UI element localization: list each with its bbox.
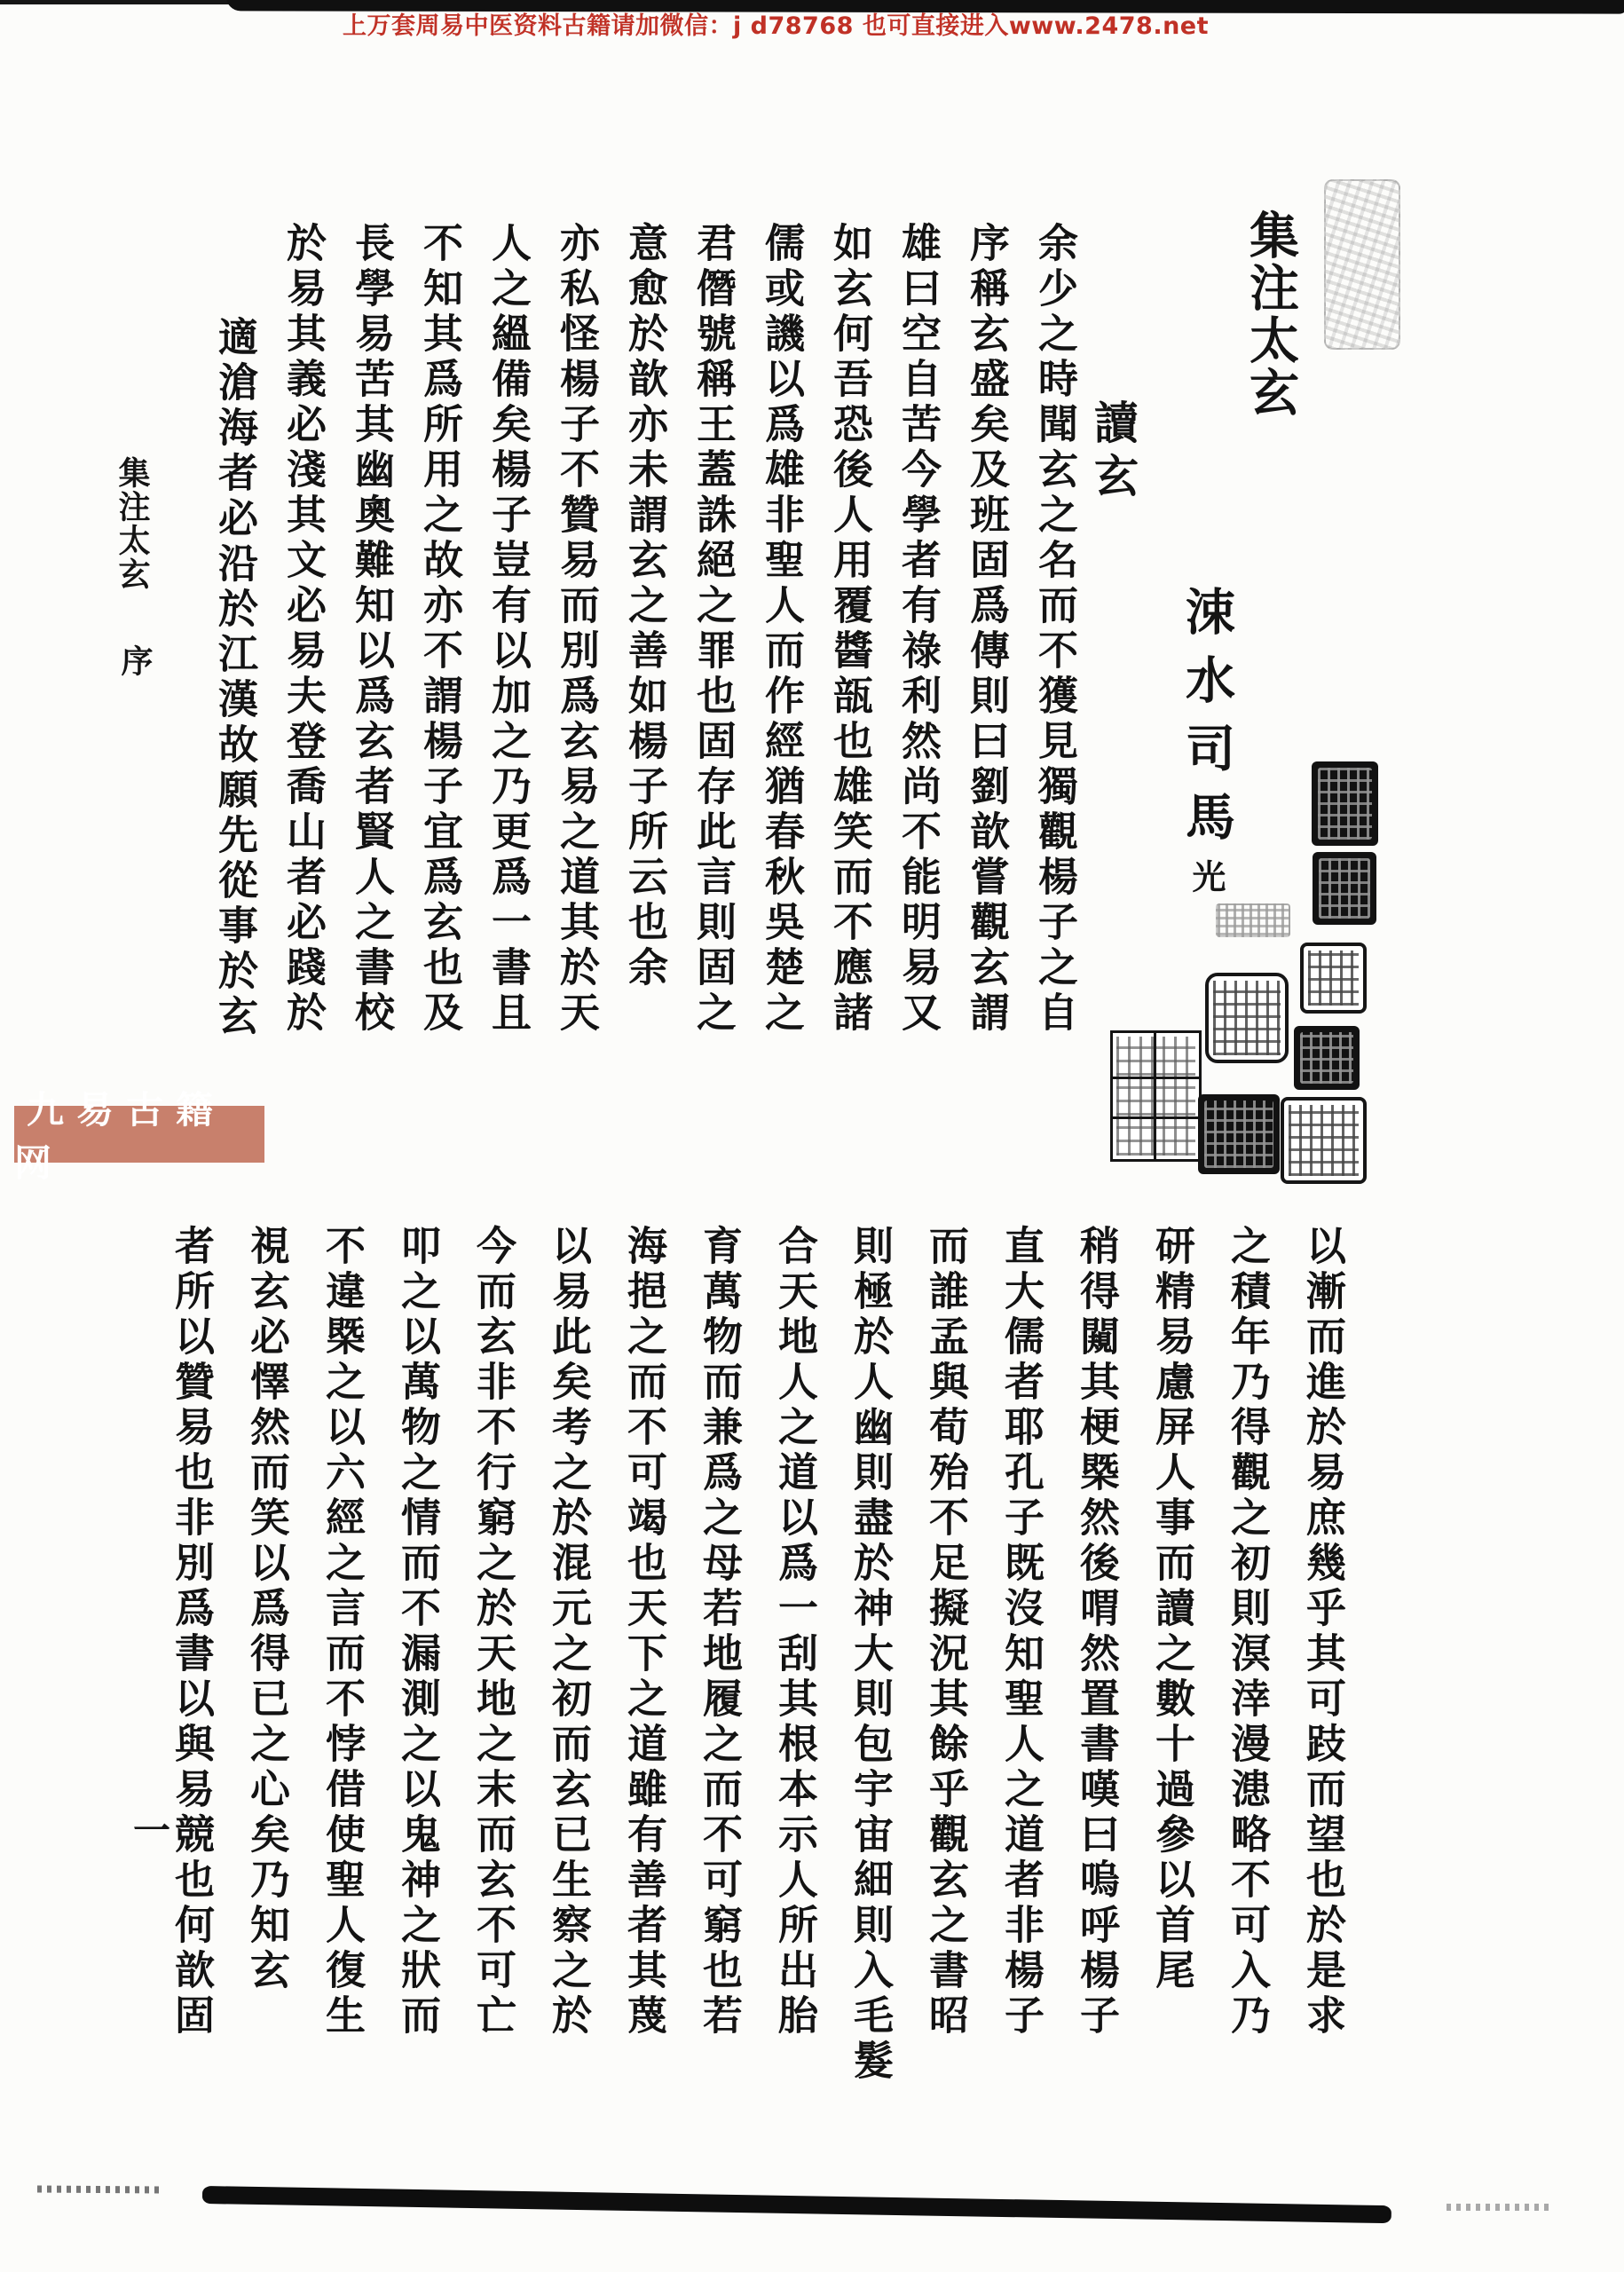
text-column: 余少之時聞玄之名而不獲見獨觀楊子之自: [1031, 222, 1078, 1037]
collector-seal-2: [1313, 852, 1376, 925]
watermark-text: 九易古籍网: [14, 1088, 226, 1185]
scan-bottom-speckle-left: [37, 2186, 162, 2194]
text-column: 以漸而進於易庶幾乎其可跂而望也於是求: [1299, 1225, 1346, 2039]
watermark-band: [14, 1088, 264, 1185]
text-column: 雄曰空自苦今學者有祿利然尚不能明易又: [895, 222, 942, 1037]
text-column: 直大儒者耶孔子既沒知聖人之道者非楊子: [997, 1225, 1045, 2039]
text-column: 人之縕備矣楊子豈有以加之乃更爲一書且: [485, 222, 532, 1037]
text-column: 亦私怪楊子不贊易而別爲玄易之道其於天: [553, 222, 600, 1037]
margin-title: 集注太玄: [114, 456, 151, 591]
text-column: 今而玄非不行窮之於天地之末而玄不可亡: [469, 1225, 516, 2039]
text-column: 君僭號稱王蓋誅絕之罪也固存此言則固之: [690, 222, 737, 1037]
collector-seal-4: [1205, 973, 1289, 1063]
author-given-name: 光: [1186, 859, 1226, 893]
text-column: 序稱玄盛矣及班固爲傳則曰劉歆嘗觀玄謂: [963, 222, 1010, 1037]
text-column: 育萬物而兼爲之母若地履之而不可窮也若: [696, 1225, 743, 2039]
collector-seal-8: [1281, 1097, 1367, 1184]
collector-seal-6: [1110, 1030, 1202, 1162]
text-column: 於易其義必淺其文必易夫登喬山者必踐於: [280, 222, 327, 1037]
banner-text: 上万套周易中医资料古籍请加微信：j d78768 也可直接进入www.2478.net: [343, 12, 1210, 40]
text-column: 而誰孟與荀殆不足擬況其餘乎觀玄之書昭: [922, 1225, 969, 2039]
text-column: 研精易慮屏人事而讀之數十過參以首尾: [1148, 1225, 1195, 1994]
text-column: 則極於人幽則盡於神大則包宇宙細則入毛髮: [847, 1225, 894, 2085]
collector-seal-3: [1300, 943, 1367, 1014]
text-column: 者所以贊易也非別爲書以與易競也何歆固: [168, 1225, 215, 2039]
text-column: 長學易苦其幽奧難知以爲玄者賢人之書校: [348, 222, 395, 1037]
faded-inscription-stamp: [1324, 179, 1400, 350]
text-column: 視玄必懌然而笑以爲得已之心矣乃知玄: [243, 1225, 290, 1994]
text-column: 意愈於歆亦未謂玄之善如楊子所云也余: [621, 222, 668, 991]
text-column: 不違槩之以六經之言而不悖借使聖人復生: [319, 1225, 366, 2039]
text-column: 之積年乃得觀之初則溟涬漫漶略不可入乃: [1224, 1225, 1271, 2039]
text-column: 如玄何吾恐後人用覆醬瓿也雄笑而不應諸: [826, 222, 873, 1037]
collector-seal-faint: [1216, 903, 1290, 937]
collector-seal-1: [1312, 761, 1378, 846]
collector-seal-7: [1198, 1094, 1280, 1174]
collector-seal-5: [1294, 1026, 1360, 1090]
text-column: 不知其爲所用之故亦不謂楊子宜爲玄也及: [416, 222, 463, 1037]
text-block-lower: [136, 1225, 1346, 2085]
author-attribution: 涑水司馬: [1178, 586, 1236, 859]
text-column: 稍得闚其梗槩然後喟然置書嘆曰嗚呼楊子: [1073, 1225, 1120, 2039]
text-column: 海挹之而不可竭也天下之道雖有善者其蔑: [620, 1225, 667, 2039]
text-column: 以易此矣考之於混元之初而玄已生察之於: [545, 1225, 592, 2039]
text-column: 合天地人之道以爲一刮其根本示人所出胎: [771, 1225, 818, 2039]
text-block-upper: [186, 222, 1078, 1040]
text-column: 適滄海者必沿於江漢故願先從事於玄: [211, 316, 258, 1040]
section-header: 讀玄: [1087, 399, 1139, 506]
scan-bottom-edge-streak: [202, 2186, 1391, 2223]
scan-bottom-speckle-right: [1447, 2204, 1553, 2211]
margin-section-label: 序: [116, 644, 154, 676]
text-column: 儒或譏以爲雄非聖人而作經猶春秋吳楚之: [758, 222, 805, 1037]
text-column: 叩之以萬物之情而不漏測之以鬼神之狀而: [394, 1225, 441, 2039]
page-title: 集注太玄: [1242, 209, 1300, 419]
page-number: 一: [128, 1810, 171, 1848]
